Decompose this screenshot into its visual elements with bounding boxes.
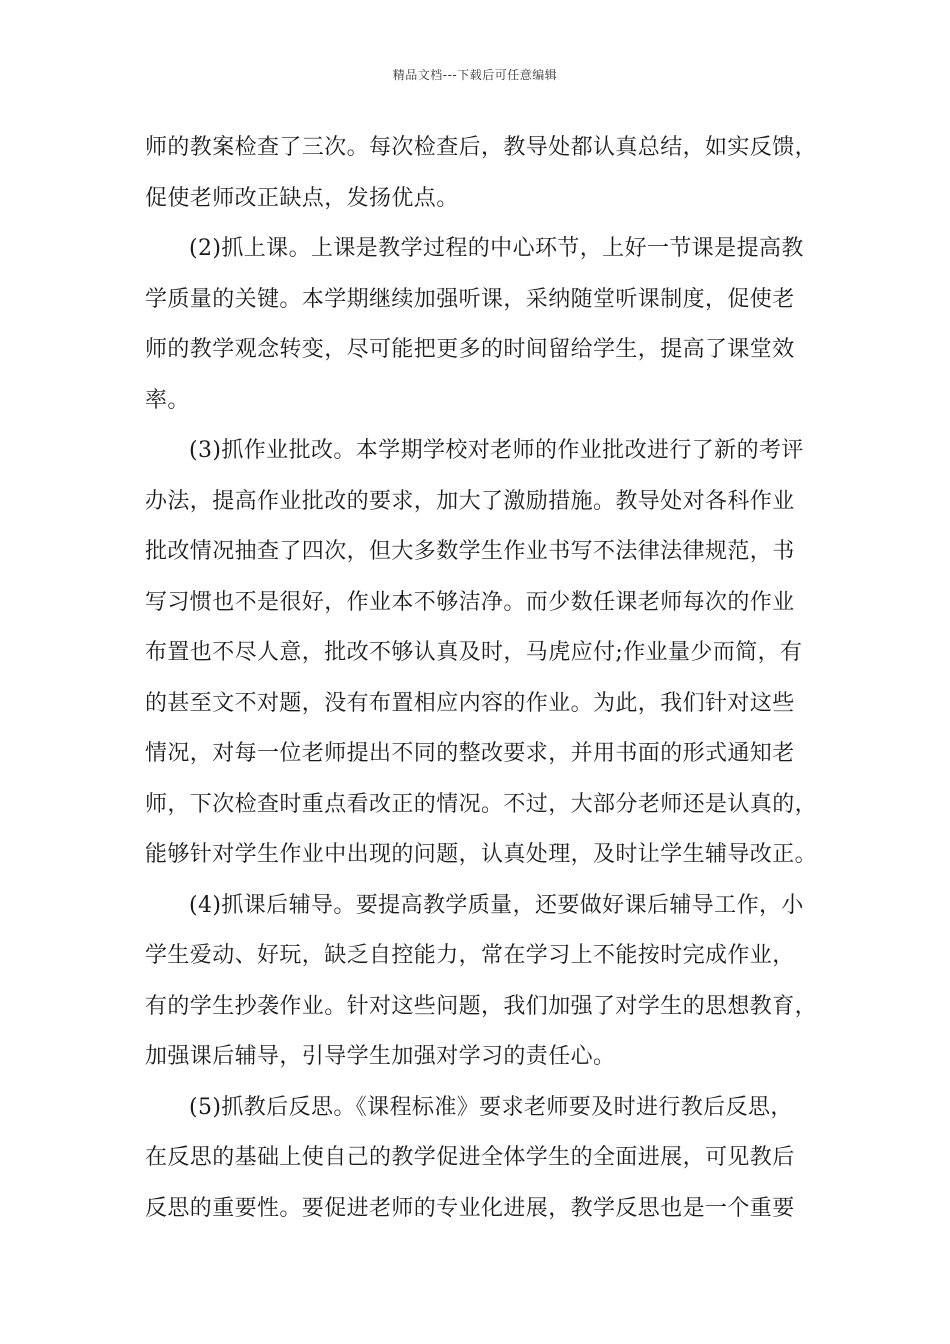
text-line: 情况，对每一位老师提出不同的整改要求，并用书面的形式通知老 <box>145 741 795 766</box>
text-line: 师，下次检查时重点看改正的情况。不过，大部分老师还是认真的， <box>145 791 818 817</box>
paragraph-start-line: (4)抓课后辅导。要提高教学质量，还要做好课后辅导工作，小 <box>189 892 804 918</box>
text-line: 率。 <box>145 387 190 413</box>
text-line: 在反思的基础上使自己的教学促进全体学生的全面进展，可见教后 <box>145 1145 795 1170</box>
text-line: 师的教学观念转变，尽可能把更多的时间留给学生，提高了课堂效 <box>145 337 795 362</box>
text-line: 学生爱动、好玩，缺乏自控能力，常在学习上不能按时完成作业， <box>145 943 795 968</box>
text-line: 加强课后辅导，引导学生加强对学习的责任心。 <box>145 1044 616 1069</box>
text-line: 学质量的关键。本学期继续加强听课，采纳随堂听课制度，促使老 <box>145 286 795 312</box>
text-line: 促使老师改正缺点，发扬优点。 <box>145 185 459 211</box>
text-line: 布置也不尽人意，批改不够认真及时，马虎应付;作业量少而简，有 <box>145 640 803 665</box>
text-line: 师的教案检查了三次。每次检查后，教导处都认真总结，如实反馈， <box>145 135 818 160</box>
page-header: 精品文档---下载后可任意编辑 <box>392 68 558 82</box>
text-line: 有的学生抄袭作业。针对这些问题，我们加强了对学生的思想教育， <box>145 993 818 1019</box>
text-line: 写习惯也不是很好，作业本不够洁净。而少数任课老师每次的作业 <box>145 589 795 615</box>
text-line: 批改情况抽查了四次，但大多数学生作业书写不法律法律规范，书 <box>145 539 795 564</box>
paragraph-start-line: (5)抓教后反思。《课程标准》要求老师要及时进行教后反思， <box>189 1094 793 1120</box>
text-line: 办法，提高作业批改的要求，加大了激励措施。教导处对各科作业 <box>145 488 795 514</box>
text-line: 的甚至文不对题，没有布置相应内容的作业。为此，我们针对这些 <box>145 690 795 716</box>
text-line: 能够针对学生作业中出现的问题，认真处理，及时让学生辅导改正。 <box>145 842 818 867</box>
paragraph-start-line: (3)抓作业批改。本学期学校对老师的作业批改进行了新的考评 <box>189 438 804 463</box>
paragraph-start-line: (2)抓上课。上课是教学过程的中心环节，上好一节课是提高教 <box>189 236 804 261</box>
text-line: 反思的重要性。要促进老师的专业化进展，教学反思也是一个重要 <box>145 1195 795 1221</box>
document-body <box>145 128 818 1239</box>
